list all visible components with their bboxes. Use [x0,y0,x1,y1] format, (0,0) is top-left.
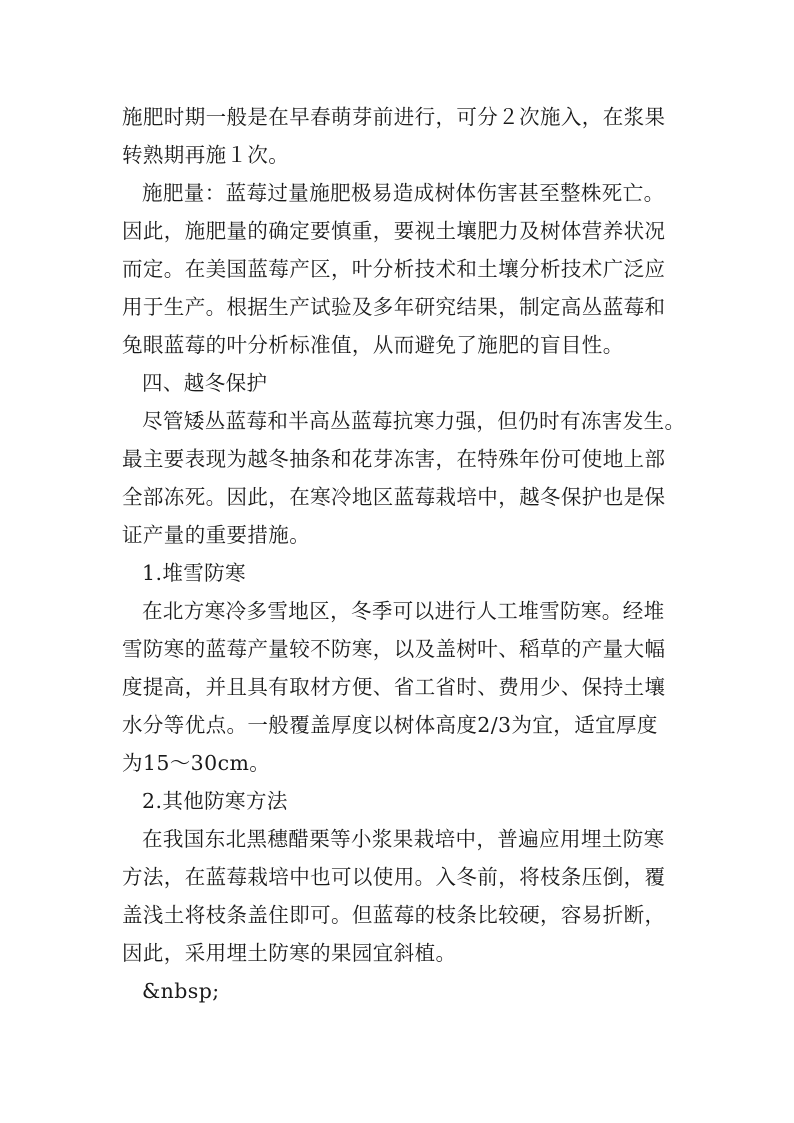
paragraph-line: 尽管矮丛蓝莓和半高丛蓝莓抗寒力强，但仍时有冻害发生。 [142,409,686,433]
paragraph-line: 全部冻死。因此，在寒冷地区蓝莓栽培中，越冬保护也是保 [122,485,666,509]
paragraph-line: 施肥时期一般是在早春萌芽前进行，可分２次施入，在浆果 [122,105,666,129]
paragraph-line: 度提高，并且具有取材方便、省工省时、费用少、保持土壤 [122,675,666,699]
paragraph-line: 而定。在美国蓝莓产区，叶分析技术和土壤分析技术广泛应 [122,257,666,281]
paragraph-line: 因此，施肥量的确定要慎重，要视土壤肥力及树体营养状况 [122,219,666,243]
paragraph-line: 证产量的重要措施。 [122,523,311,547]
subsection-heading: 2.其他防寒方法 [142,789,288,813]
paragraph-line: 因此，采用埋土防寒的果园宜斜植。 [122,941,457,965]
paragraph-line: 在北方寒冷多雪地区，冬季可以进行人工堆雪防寒。经堆 [142,599,665,623]
paragraph-line: 施肥量：蓝莓过量施肥极易造成树体伤害甚至整株死亡。 [142,181,665,205]
paragraph-line: 转熟期再施１次。 [122,143,290,167]
paragraph-line: 在我国东北黑穗醋栗等小浆果栽培中，普遍应用埋土防寒 [142,827,665,851]
paragraph-line: 为15～30cm。 [122,751,271,775]
subsection-heading: 1.堆雪防寒 [142,561,246,585]
section-heading: 四、越冬保护 [142,371,268,395]
nbsp-literal-text: &nbsp; [142,979,220,1003]
paragraph-line: 兔眼蓝莓的叶分析标准值，从而避免了施肥的盲目性。 [122,333,624,357]
paragraph-line: 盖浅土将枝条盖住即可。但蓝莓的枝条比较硬，容易折断， [122,903,666,927]
paragraph-line: 用于生产。根据生产试验及多年研究结果，制定高丛蓝莓和 [122,295,666,319]
paragraph-line: 最主要表现为越冬抽条和花芽冻害，在特殊年份可使地上部 [122,447,666,471]
paragraph-line: 水分等优点。一般覆盖厚度以树体高度2/3为宜，适宜厚度 [122,713,658,737]
paragraph-line: 方法，在蓝莓栽培中也可以使用。入冬前，将枝条压倒，覆 [122,865,666,889]
paragraph-line: 雪防寒的蓝莓产量较不防寒，以及盖树叶、稻草的产量大幅 [122,637,666,661]
